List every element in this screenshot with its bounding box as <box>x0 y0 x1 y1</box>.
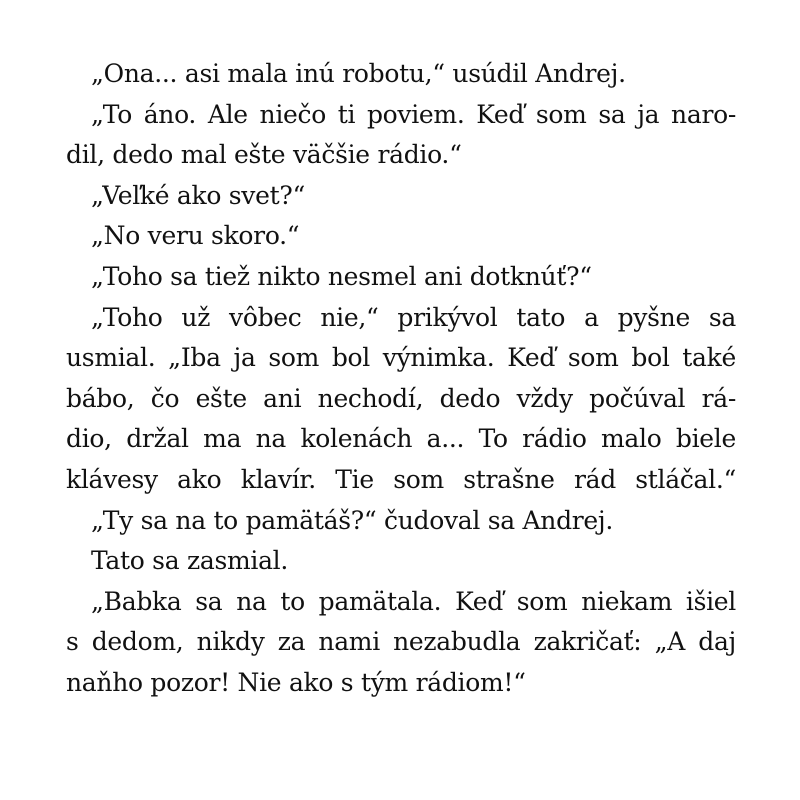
text-line: „Babka sa na to pamätala. Keď som niekam išiel <box>91 586 736 616</box>
text-line: s dedom, nikdy za nami nezabudla zakričať: „A daj <box>66 627 736 657</box>
text-line: „Toho už vôbec nie,“ prikývol tato a pyšne sa <box>91 302 736 332</box>
text-line: naňho pozor! Nie ako s tým rádiom!“ <box>66 667 526 697</box>
text-line: dil, dedo mal ešte väčšie rádio.“ <box>66 140 462 170</box>
text-line: Tato sa zasmial. <box>91 546 289 576</box>
text-line: dio, držal ma na kolenách a... To rádio malo biele <box>66 424 736 454</box>
text-line: „Ona... asi mala inú robotu,“ usúdil Andrej. <box>91 59 626 88</box>
text-line: „Ty sa na to pamätáš?“ čudoval sa Andrej. <box>91 505 614 535</box>
text-line: bábo, čo ešte ani nechodí, dedo vždy počúval rá- <box>66 383 736 413</box>
text-line: „Toho sa tiež nikto nesmel ani dotknúť?“ <box>91 261 592 291</box>
text-line: „No veru skoro.“ <box>91 221 300 251</box>
text-line: „Veľké ako svet?“ <box>91 180 305 210</box>
text-line: usmial. „Iba ja som bol výnimka. Keď som bol také <box>66 343 736 373</box>
story-text <box>66 54 736 704</box>
text-line: „To áno. Ale niečo ti poviem. Keď som sa ja naro- <box>91 99 736 129</box>
text-line: klávesy ako klavír. Tie som strašne rád stláčal.“ <box>66 464 736 494</box>
